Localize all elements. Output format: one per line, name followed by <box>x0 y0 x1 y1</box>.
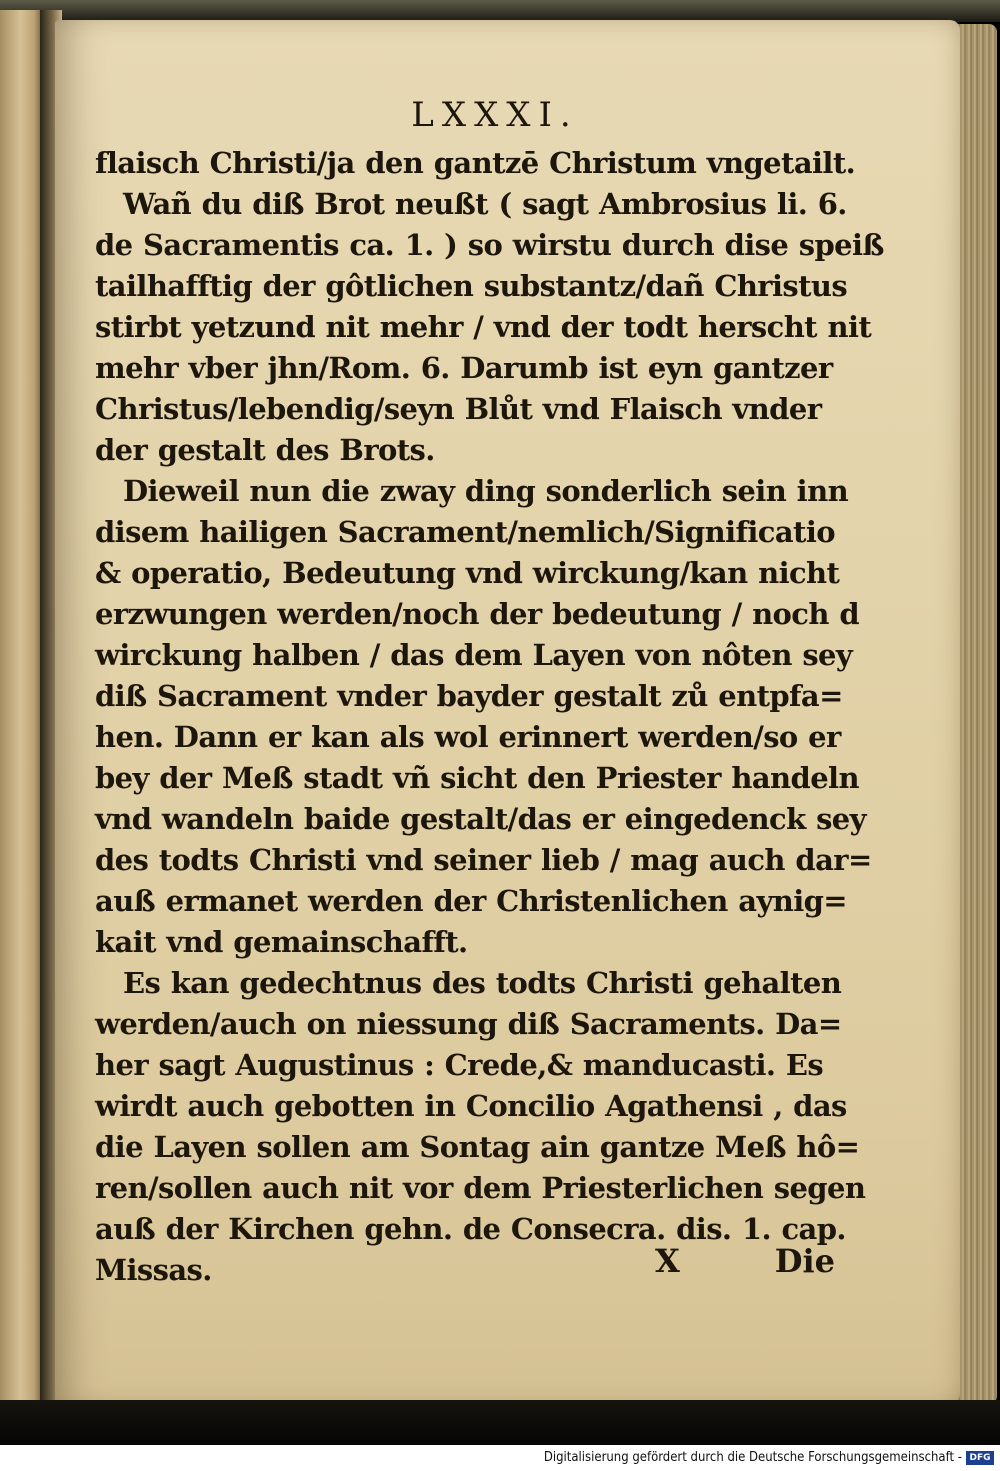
text-line: Christus/lebendig/seyn Blůt vnd Flaisch vnder <box>95 392 822 426</box>
scan-border-bottom <box>0 1400 1000 1445</box>
page-stack-edge <box>955 24 997 1404</box>
text-line: diß Sacrament vnder bayder gestalt zů entpfa= <box>95 679 843 713</box>
text-line: Es kan gedechtnus des todts Christi gehalten <box>123 966 842 1000</box>
text-line: Wañ du diß Brot neußt ( sagt Ambrosius li. 6. <box>123 187 847 221</box>
text-line: hen. Dann er kan als wol erinnert werden/so er <box>95 720 841 754</box>
text-line: bey der Meß stadt vñ sicht den Priester handeln <box>95 761 859 795</box>
text-line: werden/auch on niessung diß Sacraments. Da= <box>95 1007 842 1041</box>
text-line: tailhafftig der gôtlichen substantz/dañ Christus <box>95 269 848 303</box>
text-line: des todts Christi vnd seiner lieb / mag auch dar= <box>95 843 872 877</box>
text-line: erzwungen werden/noch der bedeutung / noch d <box>95 597 860 631</box>
text-line: auß der Kirchen gehn. de Consecra. dis. 1. cap. <box>95 1212 846 1246</box>
text-line: der gestalt des Brots. <box>95 433 435 467</box>
text-line: flaisch Christi/ja den gantzē Christum vngetailt. <box>95 146 856 180</box>
text-line: die Layen sollen am Sontag ain gantze Meß hô= <box>95 1130 860 1164</box>
text-line: Missas. <box>95 1253 212 1287</box>
digitization-credit: Digitalisierung gefördert durch die Deutsche Forschungsgemeinschaft - <box>543 1450 962 1465</box>
text-line: kait vnd gemainschafft. <box>95 925 468 959</box>
scan-border-top <box>0 0 1000 22</box>
text-line: ren/sollen auch nit vor dem Priesterlichen segen <box>95 1171 866 1205</box>
text-line: wirckung halben / das dem Layen von nôten sey <box>95 638 853 672</box>
page-number: LXXXI. <box>411 95 579 135</box>
catchword: Die <box>774 1242 835 1280</box>
text-line: her sagt Augustinus : Crede,& manducasti. Es <box>95 1048 824 1082</box>
text-line: Dieweil nun die zway ding sonderlich sein inn <box>123 474 849 508</box>
text-line: mehr vber jhn/Rom. 6. Darumb ist eyn gantzer <box>95 351 833 385</box>
text-line: vnd wandeln baide gestalt/das er eingedenck sey <box>95 802 866 836</box>
text-line: de Sacramentis ca. 1. ) so wirstu durch dise speiß <box>95 228 884 262</box>
page-footer-line <box>95 1242 835 1290</box>
dfg-logo: DFG <box>966 1451 994 1465</box>
text-line: wirdt auch gebotten in Concilio Agathensi , das <box>95 1089 847 1123</box>
signature-mark: X <box>655 1242 680 1280</box>
digitization-credit-bar <box>0 1445 1000 1471</box>
text-line: disem hailigen Sacrament/nemlich/Significatio <box>95 515 835 549</box>
page-text-block <box>95 95 884 1291</box>
text-line: auß ermanet werden der Christenlichen aynig= <box>95 884 847 918</box>
text-line: stirbt yetzund nit mehr / vnd der todt herscht nit <box>95 310 872 344</box>
text-line: & operatio, Bedeutung vnd wirckung/kan nicht <box>95 556 840 590</box>
